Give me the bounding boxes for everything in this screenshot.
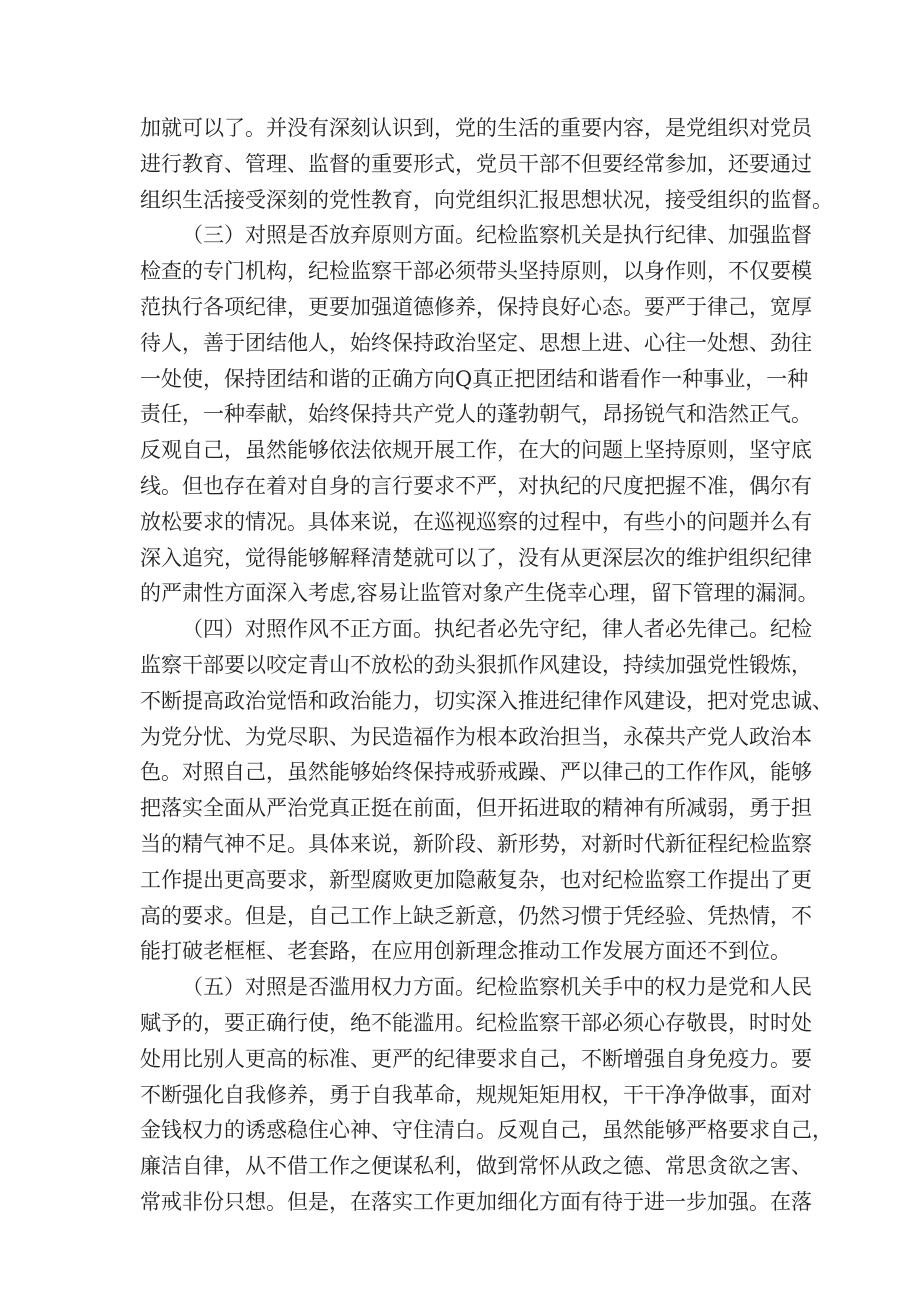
text-line: 处用比别人更高的标准、更严的纪律要求自己，不断增强自身免疫力。要 [140, 1046, 812, 1071]
text-line: 高的要求。但是，自己工作上缺乏新意，仍然习惯于凭经验、凭热情，不 [140, 903, 812, 928]
text-line: 色。对照自己，虽然能够始终保持戒骄戒躁、严以律己的工作作风，能够 [140, 760, 812, 785]
text-line: 待人，善于团结他人，始终保持政治坚定、思想上进、心往一处想、劲往 [140, 330, 812, 355]
text-line: 责任，一种奉献，始终保持共产党人的蓬勃朝气，昂扬锐气和浩然正气。 [140, 402, 812, 427]
text-line: （五）对照是否滥用权力方面。纪检监察机关手中的权力是党和人民 [182, 975, 812, 1000]
text-line: 线。但也存在着对自身的言行要求不严，对执纪的尺度把握不准，偶尔有 [140, 473, 812, 498]
text-line: 进行教育、管理、监督的重要形式，党员干部不但要经常参加，还要通过 [140, 151, 812, 176]
text-line: 加就可以了。并没有深刻认识到，党的生活的重要内容，是党组织对党员 [140, 116, 812, 140]
text-line: 组织生活接受深刻的党性教育，向党组织汇报思想状况，接受组织的监督。 [140, 187, 833, 212]
text-line: 为党分忧、为党尽职、为民造福作为根本政治担当，永葆共产党人政治本 [140, 724, 812, 749]
text-line: 深入追究，觉得能够解释清楚就可以了，没有从更深层次的维护组织纪律 [140, 545, 812, 570]
text-line: 监察干部要以咬定青山不放松的劲头狠抓作风建设，持续加强党性锻炼， [140, 652, 812, 677]
text-line: 金钱权力的诱惑稳住心神、守住清白。反观自己，虽然能够严格要求自己， [140, 1118, 833, 1143]
text-line: 当的精气神不足。具体来说，新阶段、新形势，对新时代新征程纪检监察 [140, 831, 812, 856]
text-line: 一处使，保持团结和谐的正确方向Q真正把团结和谐看作一种事业，一种 [140, 366, 809, 391]
text-line: （三）对照是否放弃原则方面。纪检监察机关是执行纪律、加强监督 [182, 223, 812, 248]
text-line: 不断提高政治觉悟和政治能力，切实深入推进纪律作风建设，把对党忠诚、 [140, 688, 833, 713]
text-line: 放松要求的情况。具体来说，在巡视巡察的过程中，有些小的问题并么有 [140, 509, 812, 534]
text-line: 反观自己，虽然能够依法依规开展工作，在大的问题上坚持原则，坚守底 [140, 438, 812, 463]
text-line: 赋予的，要正确行使，绝不能滥用。纪检监察干部必须心存敬畏，时时处 [140, 1010, 812, 1035]
text-line: 检查的专门机构，纪检监察干部必须带头坚持原则，以身作则，不仅要模 [140, 259, 812, 284]
text-line: （四）对照作风不正方面。执纪者必先守纪，律人者必先律己。纪检 [182, 617, 812, 642]
text-line: 工作提出更高要求，新型腐败更加隐蔽复杂，也对纪检监察工作提出了更 [140, 867, 812, 892]
text-line: 范执行各项纪律，更要加强道德修养，保持良好心态。要严于律己，宽厚 [140, 294, 812, 319]
document-body [140, 111, 833, 1221]
text-line: 廉洁自律，从不借工作之便谋私利，做到常怀从政之德、常思贪欲之害、 [140, 1154, 812, 1179]
text-line: 能打破老框框、老套路，在应用创新理念推动工作发展方面还不到位。 [140, 939, 791, 964]
text-line: 的严肃性方面深入考虑,容易让监管对象产生侥幸心理，留下管理的漏洞。 [140, 581, 819, 606]
text-line: 常戒非份只想。但是，在落实工作更加细化方面有待于进一步加强。在落 [140, 1189, 812, 1214]
text-line: 把落实全面从严治党真正挺在前面，但开拓进取的精神有所减弱，勇于担 [140, 796, 812, 821]
text-line: 不断强化自我修养，勇于自我革命，规规矩矩用权，干干净净做事，面对 [140, 1082, 812, 1107]
